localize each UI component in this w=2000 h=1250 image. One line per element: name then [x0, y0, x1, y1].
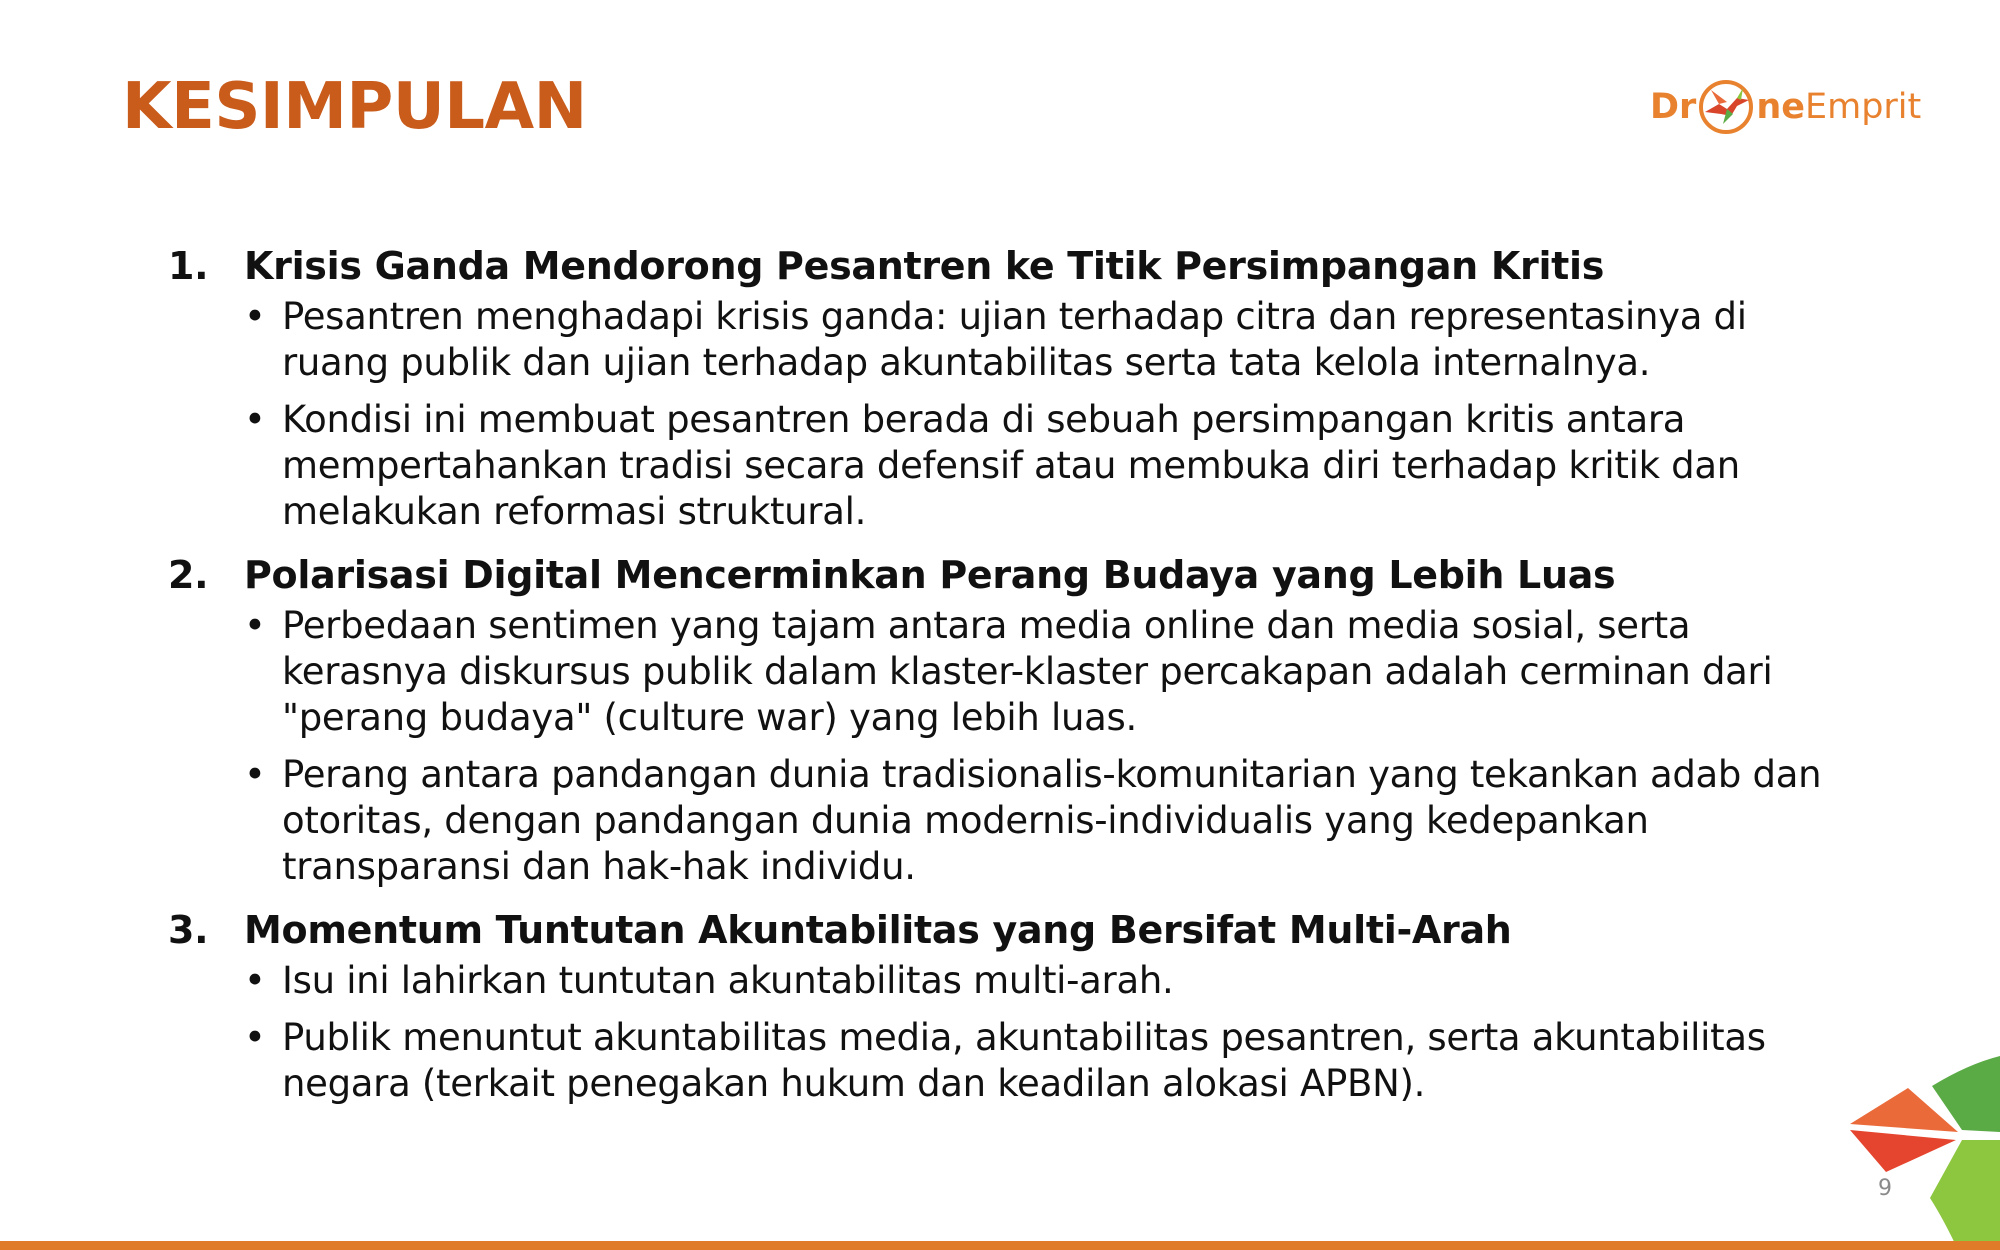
- bullet-text: Isu ini lahirkan tuntutan akuntabilitas multi-arah.: [282, 959, 1174, 1002]
- item-number: 2.: [168, 553, 209, 597]
- bottom-accent-bar: [0, 1241, 2000, 1250]
- logo-text-dr: Dr: [1650, 87, 1697, 127]
- conclusion-item-3: [168, 904, 1828, 1107]
- bullet-icon: •: [244, 604, 266, 647]
- bullet-icon: •: [244, 1016, 266, 1059]
- bullet-text: Kondisi ini membuat pesantren berada di sebuah persimpangan kritis antara mempertahankan tradisi secara defensif atau membuka diri terhadap kritik dan melakukan reformasi struktural.: [282, 398, 1740, 533]
- bullet-point: [244, 958, 1828, 1004]
- logo-text-emprit: Emprit: [1804, 87, 1922, 127]
- bullet-text: Perang antara pandangan dunia tradisionalis-komunitarian yang tekankan adab dan otoritas, dengan pandangan dunia modernis-individualis yang kedepankan transparansi dan hak-hak individu.: [282, 753, 1822, 888]
- bullet-point: [244, 294, 1828, 386]
- bullet-icon: •: [244, 753, 266, 796]
- bullet-icon: •: [244, 398, 266, 441]
- bullet-text: Publik menuntut akuntabilitas media, akuntabilitas pesantren, serta akuntabilitas negara (terkait penegakan hukum dan keadilan alokasi APBN).: [282, 1016, 1766, 1105]
- item-heading: Momentum Tuntutan Akuntabilitas yang Bersifat Multi-Arah: [244, 908, 1512, 952]
- conclusion-list: [168, 240, 1828, 1121]
- item-number: 3.: [168, 908, 209, 952]
- item-number: 1.: [168, 244, 209, 288]
- bullet-icon: •: [244, 295, 266, 338]
- bullet-icon: •: [244, 959, 266, 1002]
- conclusion-item-2: [168, 549, 1828, 890]
- conclusion-item-1: [168, 240, 1828, 535]
- item-heading: Polarisasi Digital Mencerminkan Perang Budaya yang Lebih Luas: [244, 553, 1616, 597]
- bullet-text: Pesantren menghadapi krisis ganda: ujian terhadap citra dan representasinya di ruang publik dan ujian terhadap akuntabilitas serta tata kelola internalnya.: [282, 295, 1747, 384]
- corner-decoration: [1840, 1050, 2000, 1250]
- logo-text-ne: ne: [1756, 87, 1805, 127]
- page-number: 9: [1878, 1176, 1892, 1201]
- bullet-point: [244, 397, 1828, 535]
- bullet-text: Perbedaan sentimen yang tajam antara media online dan media sosial, serta kerasnya diskursus publik dalam klaster-klaster percakapan adalah cerminan dari "perang budaya" (culture war) yang lebih luas.: [282, 604, 1773, 739]
- item-heading: Krisis Ganda Mendorong Pesantren ke Titik Persimpangan Kritis: [244, 244, 1605, 288]
- slide-title: KESIMPULAN: [122, 70, 587, 144]
- bullet-point: [244, 1015, 1828, 1107]
- bullet-point: [244, 752, 1828, 890]
- drone-bird-icon: [1697, 78, 1755, 136]
- drone-emprit-logo: [1650, 72, 1921, 142]
- bullet-point: [244, 603, 1828, 741]
